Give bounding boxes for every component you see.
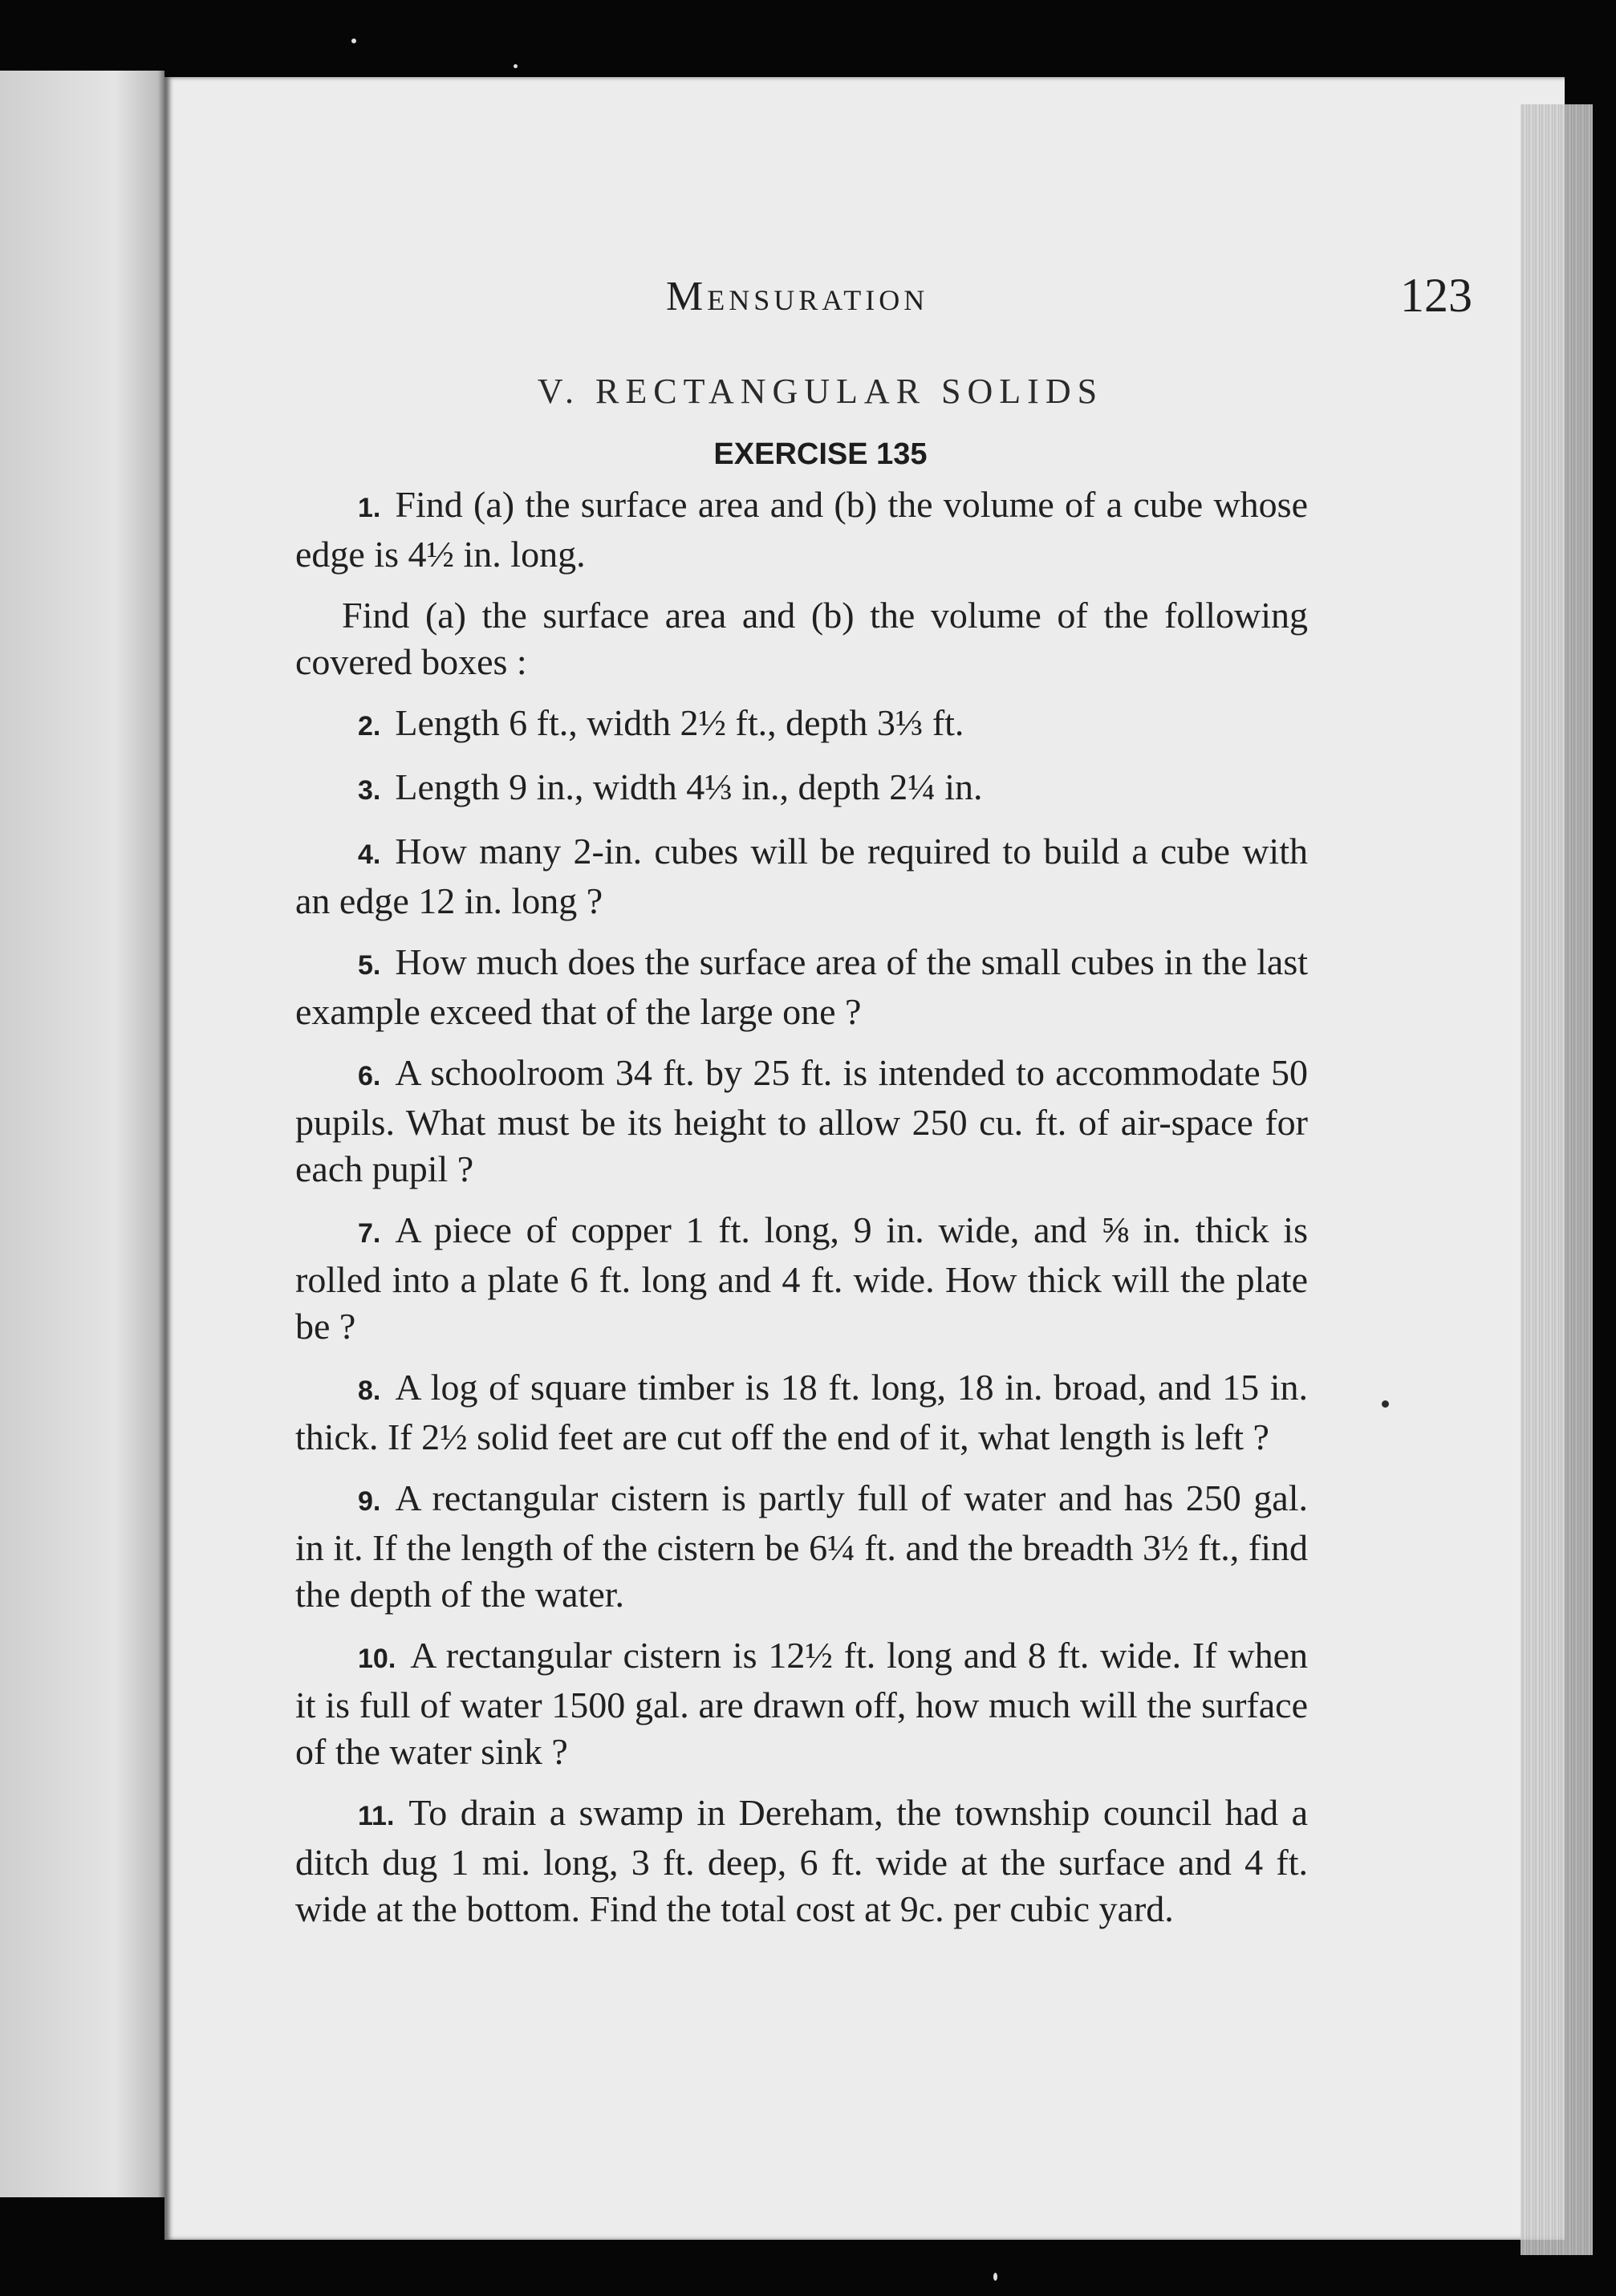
- problem: [295, 482, 1308, 578]
- problem: [295, 1632, 1308, 1775]
- exercise-heading: EXERCISE 135: [713, 437, 928, 471]
- section-title: V. RECTANGULAR SOLIDS: [537, 372, 1104, 411]
- problem: [295, 1475, 1308, 1618]
- page-number: 123: [1400, 269, 1472, 322]
- problem-number: 3.: [358, 775, 381, 806]
- dust-speck: [351, 39, 356, 43]
- problem-text: Find (a) the surface area and (b) the volume of a cube whose edge is 4½ in. long.: [295, 484, 1308, 575]
- problem-number: 6.: [358, 1061, 381, 1091]
- problem-number: 7.: [358, 1218, 381, 1249]
- problem-number: 2.: [358, 711, 381, 742]
- problem-text: Length 6 ft., width 2½ ft., depth 3⅓ ft.: [395, 702, 964, 743]
- problem-number: 8.: [358, 1376, 381, 1406]
- problem: [295, 700, 1308, 750]
- problem-text: Find (a) the surface area and (b) the volume of the following covered boxes :: [295, 595, 1308, 682]
- problem: [295, 1050, 1308, 1193]
- left-page-edge: [0, 71, 164, 2197]
- running-head-title: Mensuration: [666, 274, 929, 319]
- exercise-body: [295, 482, 1308, 1947]
- problem-text: How many 2-in. cubes will be required to build a cube with an edge 12 in. long ?: [295, 831, 1308, 921]
- problem-text: How much does the surface area of the small cubes in the last example exceed that of the large one ?: [295, 941, 1308, 1032]
- problem-text: A rectangular cistern is partly full of water and has 250 gal. in it. If the length of the cistern be 6¼ ft. and the breadth 3½ ft., find the depth of the water.: [295, 1477, 1308, 1615]
- problem-number: 5.: [358, 950, 381, 981]
- problem-text: A piece of copper 1 ft. long, 9 in. wide, and ⅝ in. thick is rolled into a plate 6 ft. long and 4 ft. wide. How thick will the plate be ?: [295, 1209, 1308, 1347]
- problem-text: A rectangular cistern is 12½ ft. long and 8 ft. wide. If when it is full of water 1500 gal. are drawn off, how much will the surface of the water sink ?: [295, 1635, 1308, 1772]
- problem-text: Length 9 in., width 4⅓ in., depth 2¼ in.: [395, 766, 983, 807]
- problem-text: A log of square timber is 18 ft. long, 18 in. broad, and 15 in. thick. If 2½ solid feet are cut off the end of it, what length is left ?: [295, 1367, 1308, 1457]
- dust-speck: [514, 64, 518, 68]
- problem-number: 11.: [358, 1801, 395, 1831]
- problem-text: To drain a swamp in Dereham, the township council had a ditch dug 1 mi. long, 3 ft. deep, 6 ft. wide at the surface and 4 ft. wide at the bottom. Find the total cost at 9c. per cubic yard.: [295, 1792, 1308, 1929]
- problem: [295, 1207, 1308, 1350]
- problem-number: 1.: [358, 493, 381, 523]
- ink-dot: [1382, 1400, 1389, 1408]
- running-head: [164, 269, 1472, 345]
- problem-number: 4.: [358, 839, 381, 870]
- problem-number: 9.: [358, 1486, 381, 1517]
- problem: [295, 1364, 1308, 1461]
- problem-number: 10.: [358, 1644, 396, 1674]
- problem-text: A schoolroom 34 ft. by 25 ft. is intended to accommodate 50 pupils. What must be its height to allow 250 cu. ft. of air-space for each pupil ?: [295, 1052, 1308, 1189]
- page-stack-edge: [1521, 104, 1593, 2255]
- problem: [295, 764, 1308, 814]
- problem: [295, 1790, 1308, 1932]
- problem: [295, 828, 1308, 924]
- dust-speck: [993, 2273, 997, 2281]
- problem: [295, 939, 1308, 1035]
- problem-intro: [295, 592, 1308, 685]
